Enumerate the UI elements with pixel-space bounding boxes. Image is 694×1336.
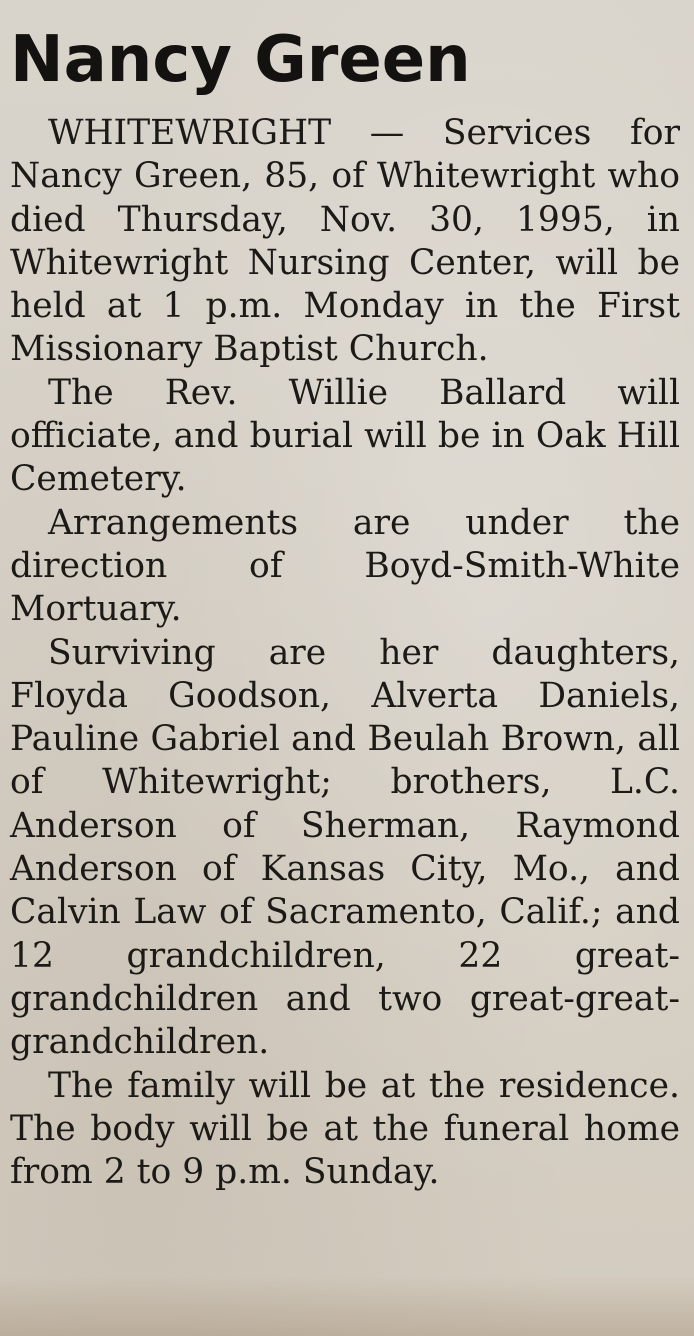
paragraph-text: WHITEWRIGHT — Services for Nancy Green, 85, of Whitewright who died Thursday, Nov. 30, 1995, in Whitewright Nursing Center, will be held at 1 p.m. Monday in the First Missionary Baptist Church. — [10, 113, 680, 370]
paragraph-text: Arrangements are under the direction of Boyd-Smith-White Mortuary. — [10, 502, 680, 630]
paragraph-services — [10, 112, 680, 372]
headline: Nancy Green — [10, 23, 471, 97]
paragraph-text: The family will be at the residence. The body will be at the funeral home from 2 to 9 p.m. Sunday. — [10, 1065, 680, 1193]
paragraph-text: Surviving are her daughters, Floyda Goodson, Alverta Daniels, Pauline Gabriel and Beulah Brown, all of Whitewright; brothers, L.C. Anderson of Sherman, Raymond Anderson of Kansas City, Mo., and Calvin Law of Sacramento, Calif.; and 12 grandchildren, 22 great-grandchildren and two great-great-grandchildren. — [10, 632, 680, 1063]
paragraph-text: The Rev. Willie Ballard will officiate, and burial will be in Oak Hill Cemetery. — [10, 372, 680, 500]
paragraph-survivors — [10, 632, 680, 1065]
paragraph-visitation — [10, 1065, 680, 1195]
paragraph-officiant — [10, 372, 680, 502]
paragraph-arrangements — [10, 502, 680, 632]
